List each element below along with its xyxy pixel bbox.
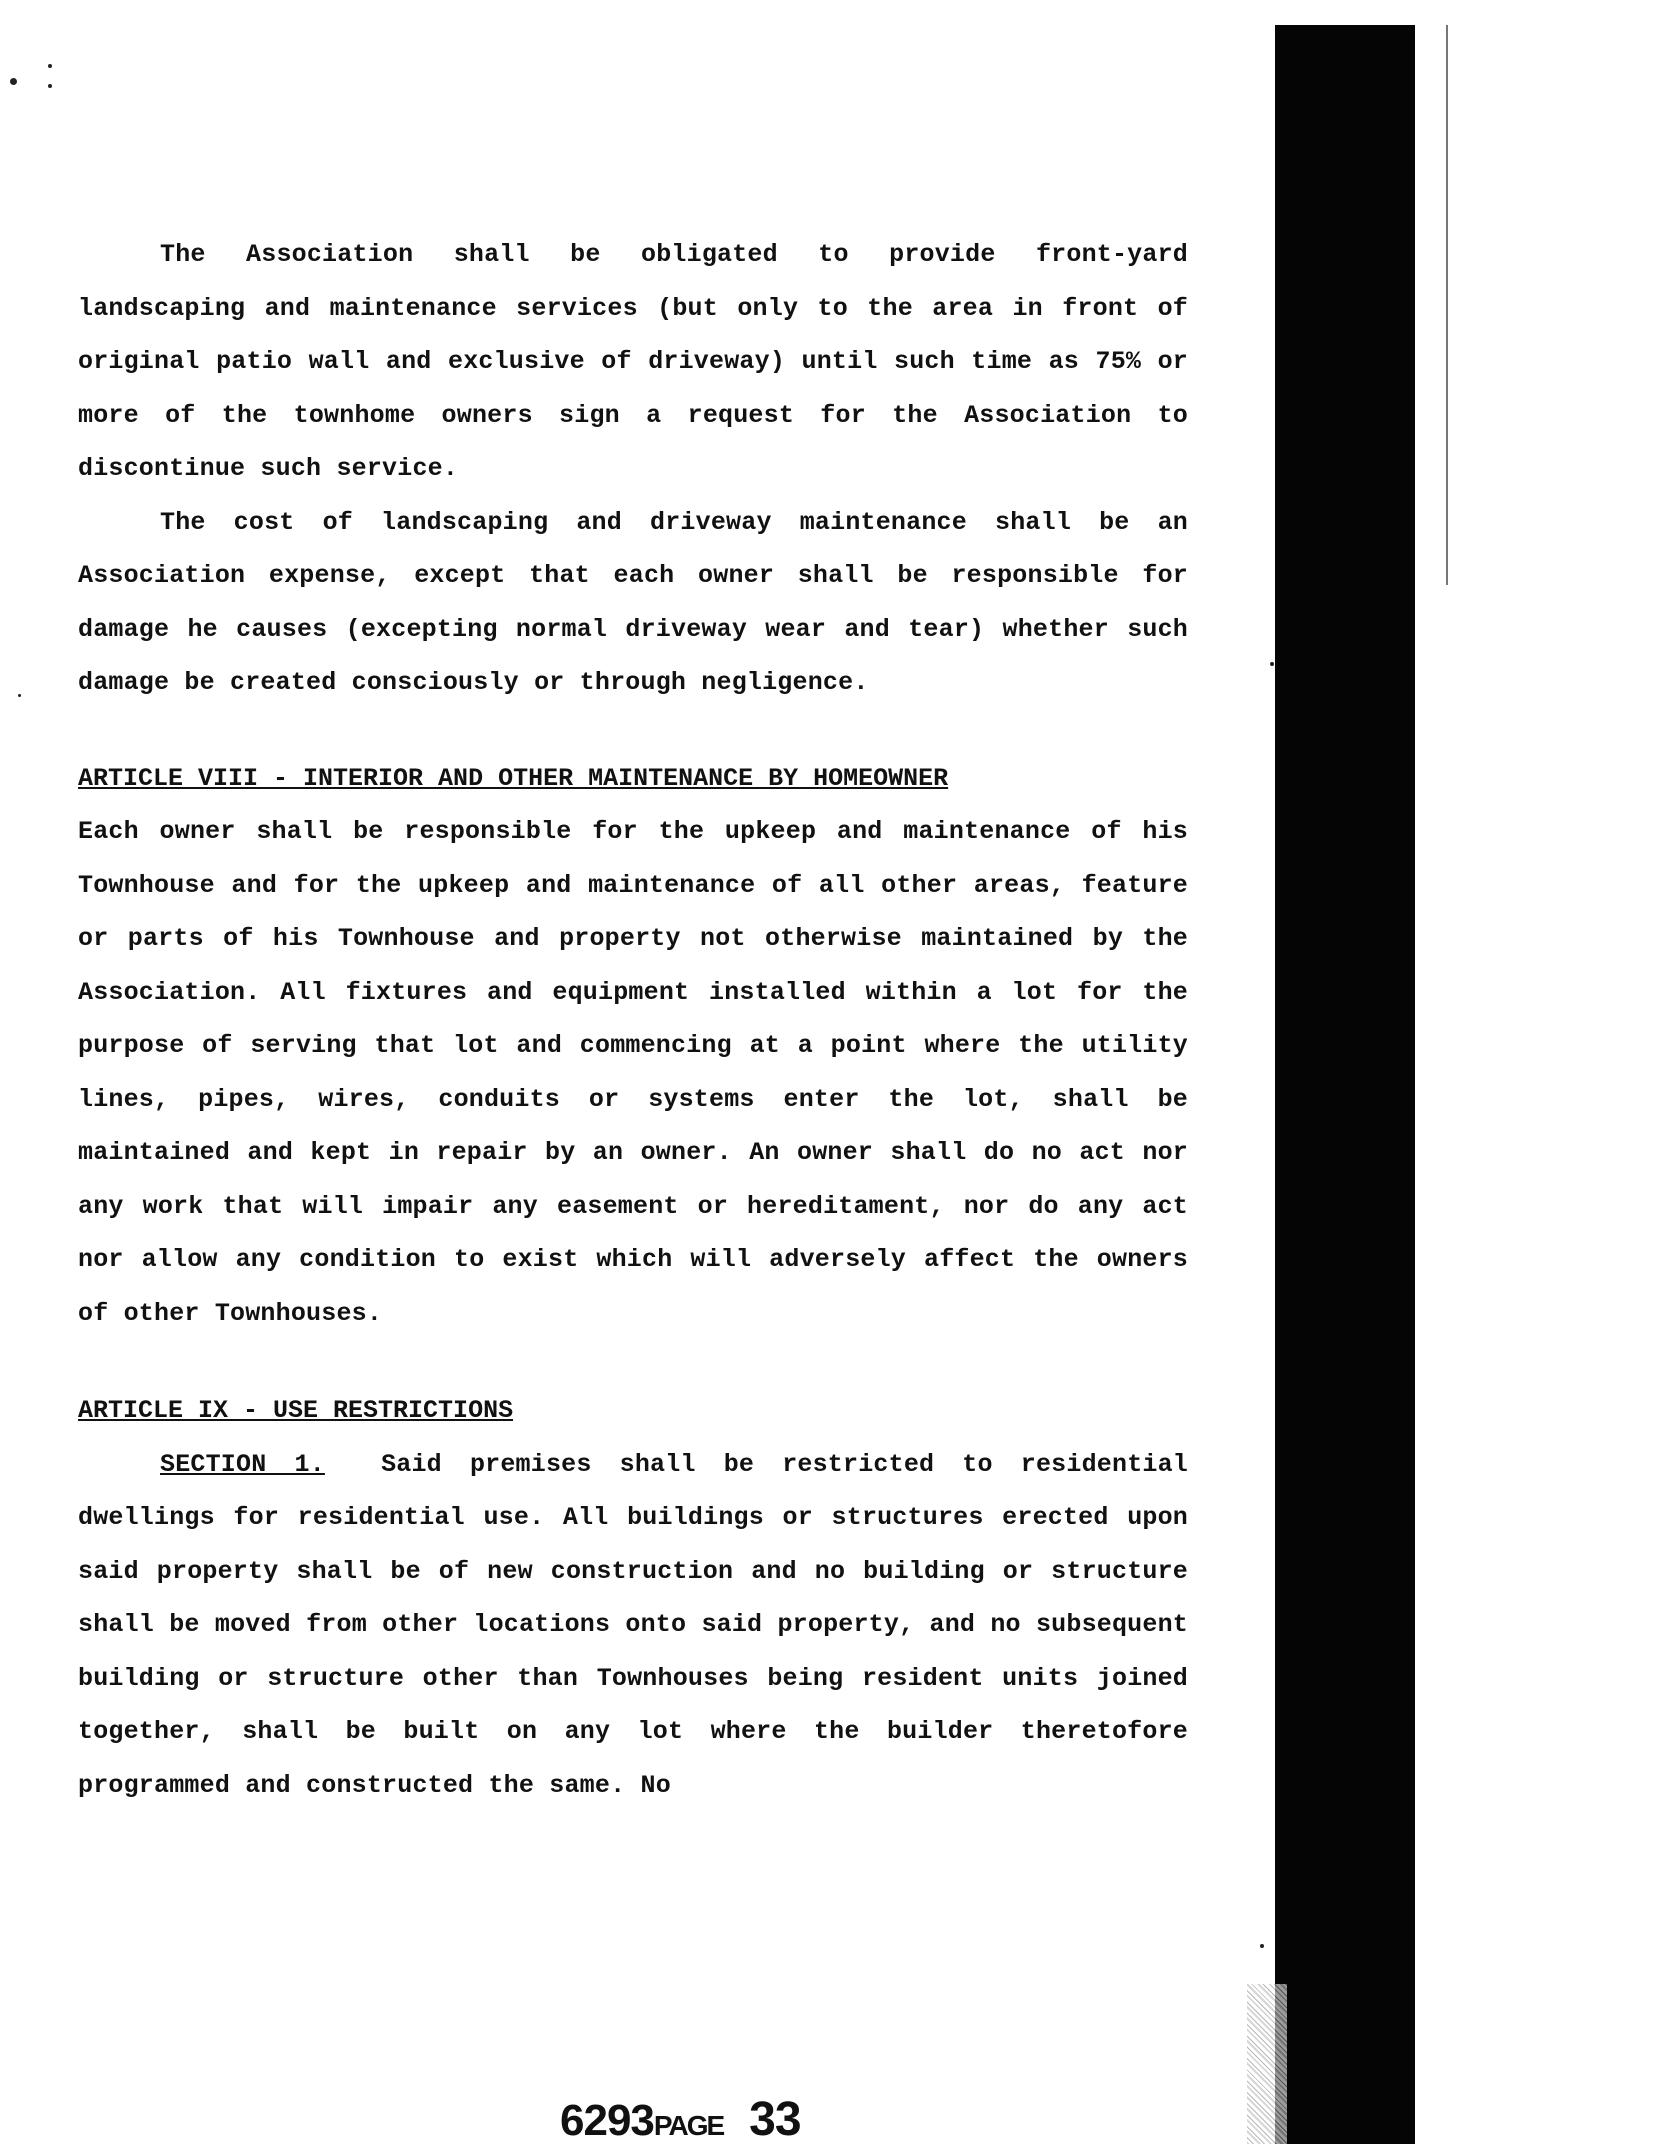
article-viii-heading: ARTICLE VIII - INTERIOR AND OTHER MAINTENANCE BY HOMEOWNER [78, 763, 949, 793]
spacer [78, 710, 1188, 752]
scan-speck [1260, 1944, 1264, 1948]
scan-speck [48, 64, 52, 68]
scan-speck [1270, 662, 1274, 666]
scan-speck [18, 694, 21, 697]
paragraph-landscaping-obligation: The Association shall be obligated to provide front-yard landscaping and maintenance services (but only to the area in front of original patio wall and exclusive of driveway) until such time as 75% or more of the townhome owners sign a request for the Association to discontinue such service. [78, 240, 1188, 483]
spacer [78, 1340, 1188, 1384]
section-1-label: SECTION 1. [160, 1449, 325, 1479]
article-ix-heading: ARTICLE IX - USE RESTRICTIONS [78, 1396, 514, 1425]
section-1-text: Said premises shall be restricted to residential dwellings for residential use. All buildings or structures erected upon said property shall be of new construction and no building or structure shall be moved from other locations onto said property, and no subsequent building or structure other than Townhouses being resident units joined together, shall be built on any lot where the builder theretofore programmed and constructed the same. No [78, 1449, 1189, 1800]
scan-edge-line [1446, 25, 1448, 585]
scan-speck [48, 84, 52, 88]
article-viii-body: Each owner shall be responsible for the upkeep and maintenance of his Townhouse and for the upkeep and maintenance of all other areas, feature or parts of his Townhouse and property not otherwise maintained by the Association. All fixtures and equipment installed within a lot for the purpose of serving that lot and commencing at a point where the utility lines, pipes, wires, conduits or systems enter the lot, shall be maintained and kept in repair by an owner. An owner shall do no act nor any work that will impair any easement or hereditament, nor do any act nor allow any condition to exist which will adversely affect the owners of other Townhouses. [78, 817, 1188, 1328]
scan-speck [10, 78, 17, 85]
scan-noise [1247, 1984, 1287, 2144]
book-number: 6293 [560, 2096, 654, 2145]
document-body [78, 228, 1188, 1812]
page-number: 33 [749, 2093, 801, 2146]
book-page-stamp [560, 2092, 801, 2147]
paragraph-landscaping-cost: The cost of landscaping and driveway maintenance shall be an Association expense, except that each owner shall be responsible for damage he causes (excepting normal driveway wear and tear) whether such damage be created consciously or through negligence. [78, 507, 1188, 697]
page-label: PAGE [653, 2110, 724, 2141]
article-ix-section-1 [78, 1438, 1188, 1813]
scan-dark-margin [1275, 25, 1415, 2144]
